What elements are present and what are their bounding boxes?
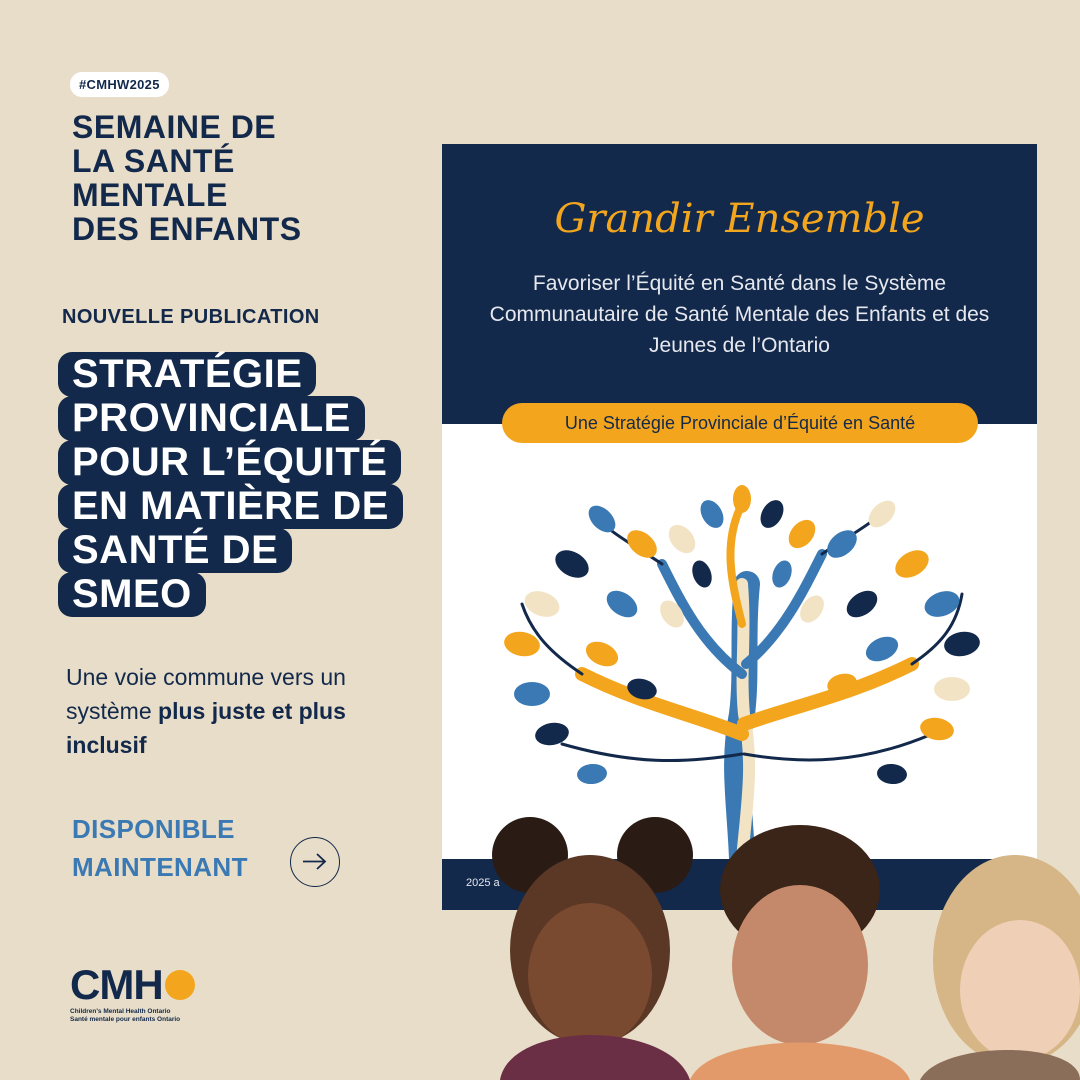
report-footer-left: 2025 a — [466, 877, 500, 889]
strategy-title — [58, 352, 403, 617]
arrow-right-glyph — [291, 838, 338, 885]
publication-label: NOUVELLE PUBLICATION — [62, 306, 320, 328]
hashtag-badge: #CMHW2025 — [70, 72, 169, 97]
logo-mark-text: CMH — [70, 961, 163, 1008]
arrow-right-icon[interactable] — [290, 837, 340, 887]
strategy-title-line: SANTÉ DE — [58, 528, 292, 573]
tagline — [66, 660, 406, 762]
report-subtitle: Favoriser l’Équité en Santé dans le Système Communautaire de Santé Mentale des Enfants et des Jeunes de l’Ontario — [489, 272, 990, 357]
strategy-title-line: EN MATIÈRE DE — [58, 484, 403, 529]
week-title: SEMAINE DE LA SANTÉ MENTALE DES ENFANTS — [72, 109, 302, 247]
report-cover[interactable] — [442, 144, 1037, 910]
tagline-bold: plus juste et plus inclusif — [66, 698, 346, 758]
tagline-plain: Une voie commune vers un système — [66, 664, 346, 724]
sun-icon — [165, 970, 195, 1000]
logo-mark — [70, 962, 270, 1008]
report-title: Grandir Ensemble — [554, 196, 925, 242]
available-now-link[interactable]: DISPONIBLE MAINTENANT — [72, 814, 248, 882]
strategy-title-line: STRATÉGIE — [58, 352, 316, 397]
strategy-title-line: SMEO — [58, 572, 206, 617]
strategy-title-line: PROVINCIALE — [58, 396, 365, 441]
cmho-logo — [70, 962, 270, 1032]
report-pill: Une Stratégie Provinciale d’Équité en Santé — [502, 403, 978, 443]
logo-name-fr: Santé mentale pour enfants Ontario — [70, 1016, 181, 1023]
children-photo — [440, 800, 1080, 1080]
logo-name-en: Children's Mental Health Ontario — [70, 1008, 171, 1015]
strategy-title-line: POUR L’ÉQUITÉ — [58, 440, 401, 485]
